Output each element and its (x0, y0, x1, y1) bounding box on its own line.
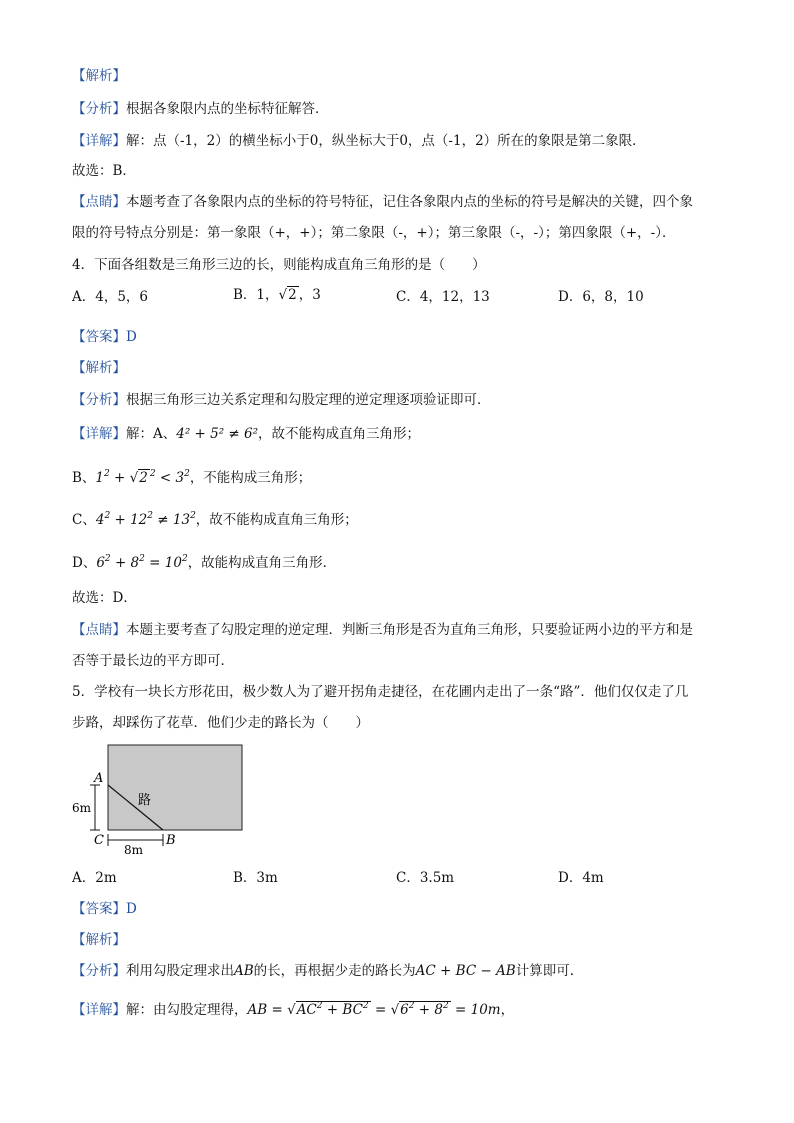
q4-option-d: D．6，8，10 (558, 289, 644, 305)
flower-field-rect (108, 745, 242, 830)
q4-dianjing-2: 否等于最长边的平方即可． (72, 653, 234, 669)
q5-answer: 【答案】D (72, 901, 137, 917)
q5-option-a: A．2m (72, 870, 117, 886)
q5-option-b: B．3m (233, 870, 278, 886)
q5-question-2: 步路，却踩伤了花草．他们少走的路长为（ ） (72, 715, 369, 731)
label-c: C (94, 833, 104, 848)
q5-figure (70, 740, 250, 860)
q4-fenxi: 【分析】根据三角形三边关系定理和勾股定理的逆定理逐项验证即可． (72, 392, 491, 408)
q4-question: 4．下面各组数是三角形三边的长，则能构成直角三角形的是（ ） (72, 257, 486, 273)
q4-option-a: A．4，5，6 (72, 289, 149, 305)
q4-option-b: B．1，√2 ，3 (233, 287, 321, 303)
q5-option-c: C．3.5m (396, 870, 455, 886)
label-lu: 路 (138, 793, 152, 808)
jiexi-heading: 【解析】 (72, 68, 126, 84)
q5-xiangjie: 【详解】解：由勾股定理得，AB = $√AC^2 + BC^2 = √6^2 + 8^2 = 10m$， (72, 1001, 515, 1018)
q4-guxuan: 故选：D． (72, 590, 137, 606)
q4-answer: 【答案】D (72, 329, 137, 345)
q5-fenxi: 【分析】利用勾股定理求出AB的长，再根据少走的路长为AC + BC − AB计算即可． (72, 963, 584, 979)
xiangjie-line: 【详解】解：点（-1，2）的横坐标小于0，纵坐标大于0，点（-1，2）所在的象限是第二象限． (72, 133, 646, 149)
fenxi-line: 【分析】根据各象限内点的坐标特征解答． (72, 101, 329, 117)
label-6m: 6m (72, 801, 92, 815)
q5-question-1: 5．学校有一块长方形花田，极少数人为了避开拐角走捷径，在花圃内走出了一条“路”．他们仅仅走了几 (72, 684, 689, 700)
label-b: B (166, 833, 176, 848)
guxuan-line: 故选：B． (72, 163, 136, 179)
label-8m: 8m (124, 843, 144, 857)
sqrt-symbol: √2 (278, 287, 297, 303)
q4-xiangjie-b: B、$1^2 + √2$ $^2 < 3^2$，不能构成三角形； (72, 469, 312, 486)
q4-xiangjie-c: C、$4^2 + 12^2 \ne 13^2$，故不能构成直角三角形； (72, 511, 358, 528)
q4-xiangjie-a: 【详解】解：A、4² + 5² ≠ 6²，故不能构成直角三角形； (72, 426, 421, 442)
label-a: A (94, 771, 104, 786)
q4-xiangjie-d: D、$6^2 + 8^2 = 10^2$，故能构成直角三角形． (72, 554, 337, 571)
q5-jiexi: 【解析】 (72, 932, 126, 948)
q4-option-c: C．4，12，13 (396, 289, 490, 305)
q4-jiexi: 【解析】 (72, 360, 126, 376)
dianjing-line-2: 限的符号特点分别是：第一象限（+，+）；第二象限（-，+）；第三象限（-，-）；第四象限（+，-）． (72, 225, 676, 241)
dianjing-line-1: 【点睛】本题考查了各象限内点的坐标的符号特征，记住各象限内点的坐标的符号是解决的关键，四个象 (72, 194, 693, 210)
q4-dianjing-1: 【点睛】本题主要考查了勾股定理的逆定理．判断三角形是否为直角三角形，只要验证两小边的平方和是 (72, 622, 693, 638)
q5-option-d: D．4m (558, 870, 604, 886)
